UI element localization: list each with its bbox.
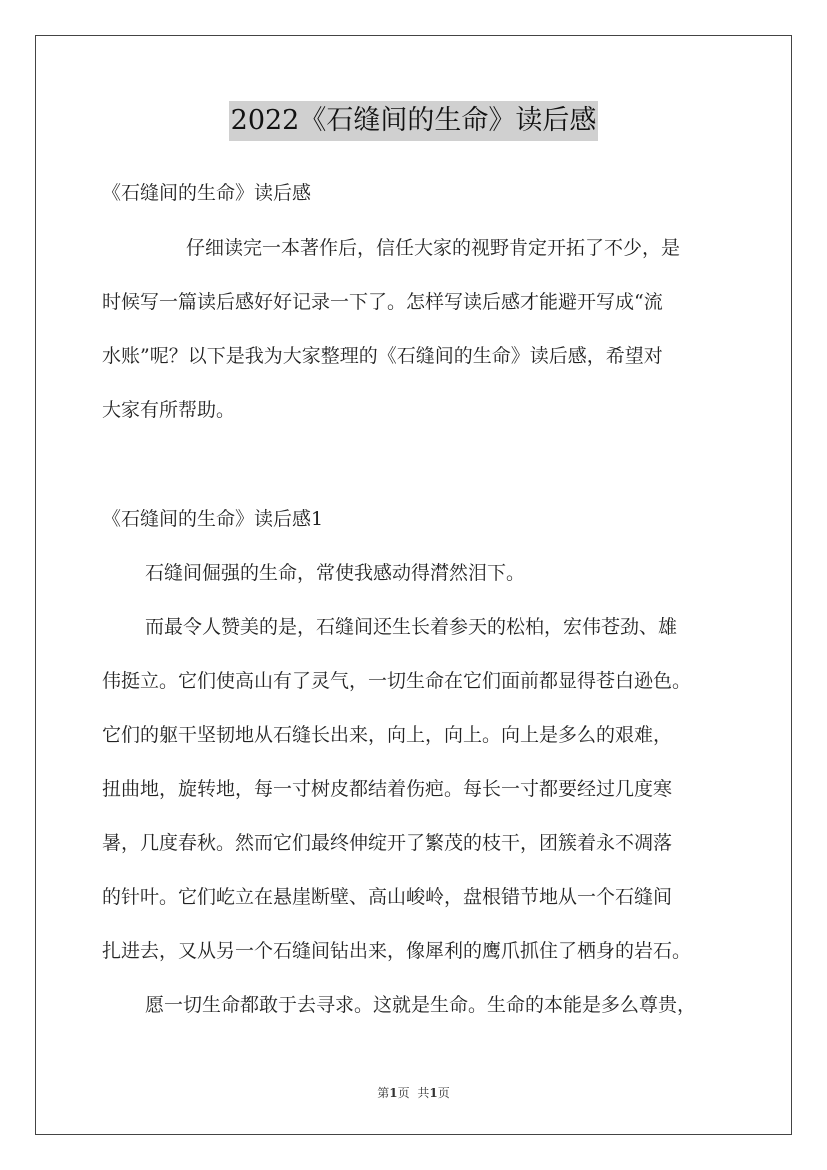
paragraph-line: 扭曲地，旋转地，每一寸树皮都结着伤疤。每长一寸都要经过几度寒 (102, 778, 673, 800)
paragraph-line: 扎进去，又从另一个石缝间钻出来，像犀利的鹰爪抓住了栖身的岩石。 (102, 940, 692, 962)
paragraph-line: 伟挺立。它们使高山有了灵气，一切生命在它们面前都显得苍白逊色。 (102, 670, 692, 692)
page-prefix: 第 (377, 1086, 390, 1100)
paragraph-line: 愿一切生命都敢于去寻求。这就是生命。生命的本能是多么尊贵， (145, 994, 697, 1016)
page-footer (0, 1084, 827, 1101)
paragraph-line: 大家有所帮助。 (102, 399, 236, 421)
section-heading: 《石缝间的生命》读后感1 (102, 508, 324, 530)
paragraph-line: 的针叶。它们屹立在悬崖断壁、高山峻岭，盘根错节地从一个石缝间 (102, 886, 673, 908)
page-number: 1 (389, 1086, 398, 1100)
total-prefix: 共 (417, 1086, 430, 1100)
document-title: 2022《石缝间的生命》读后感 (229, 101, 599, 141)
paragraph-line: 仔细读完一本著作后，信任大家的视野肯定开拓了不少，是 (186, 237, 681, 259)
paragraph-line: 时候写一篇读后感好好记录一下了。怎样写读后感才能避开写成“流 (102, 291, 663, 313)
subtitle-line: 《石缝间的生命》读后感 (102, 182, 312, 204)
paragraph-line: 水账”呢？以下是我为大家整理的《石缝间的生命》读后感，希望对 (102, 345, 663, 367)
paragraph-line: 石缝间倔强的生命，常使我感动得潸然泪下。 (145, 562, 526, 584)
total-suffix: 页 (437, 1086, 450, 1100)
title-container (0, 101, 827, 141)
paragraph-line: 暑，几度春秋。然而它们最终伸绽开了繁茂的枝干，团簇着永不凋落 (102, 832, 673, 854)
page-suffix: 页 (397, 1086, 410, 1100)
total-pages: 1 (429, 1086, 438, 1100)
paragraph-line: 而最令人赞美的是，石缝间还生长着参天的松柏，宏伟苍劲、雄 (145, 616, 678, 638)
paragraph-line: 它们的躯干坚韧地从石缝长出来，向上，向上。向上是多么的艰难， (102, 724, 673, 746)
